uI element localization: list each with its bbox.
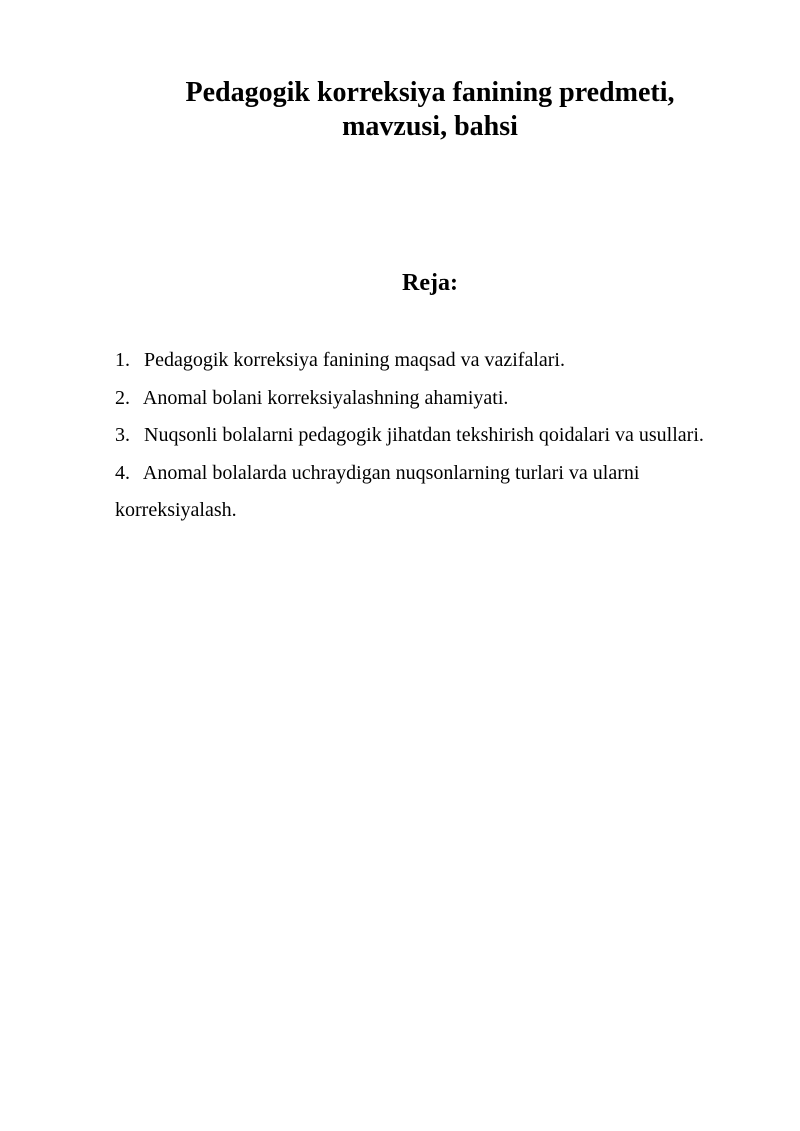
plan-item-number: 1. bbox=[115, 349, 130, 371]
page-title-line-1: Pedagogik korreksiya fanining predmeti, bbox=[185, 77, 675, 108]
plan-item bbox=[115, 417, 765, 455]
plan-item bbox=[115, 455, 765, 530]
plan-item-number: 2. bbox=[115, 386, 130, 409]
plan-item bbox=[115, 380, 765, 418]
plan-list bbox=[115, 342, 765, 530]
plan-item-text: Anomal bolalarda uchraydigan nuqsonlarning turlari va ularni korreksiyalash. bbox=[115, 461, 640, 521]
plan-item-text: Pedagogik korreksiya fanining maqsad va vazifalari. bbox=[144, 349, 565, 371]
plan-heading: Reja: bbox=[402, 270, 458, 296]
plan-item-number: 4. bbox=[115, 461, 130, 484]
plan-item bbox=[115, 342, 765, 380]
plan-item-number: 3. bbox=[115, 424, 130, 446]
plan-item-text: Nuqsonli bolalarni pedagogik jihatdan tekshirish qoidalari va usullari. bbox=[144, 424, 704, 446]
page-title-line-2: mavzusi, bahsi bbox=[342, 111, 518, 142]
page-title bbox=[100, 76, 760, 144]
plan-item-text: Anomal bolani korreksiyalashning ahamiyati. bbox=[142, 386, 509, 409]
